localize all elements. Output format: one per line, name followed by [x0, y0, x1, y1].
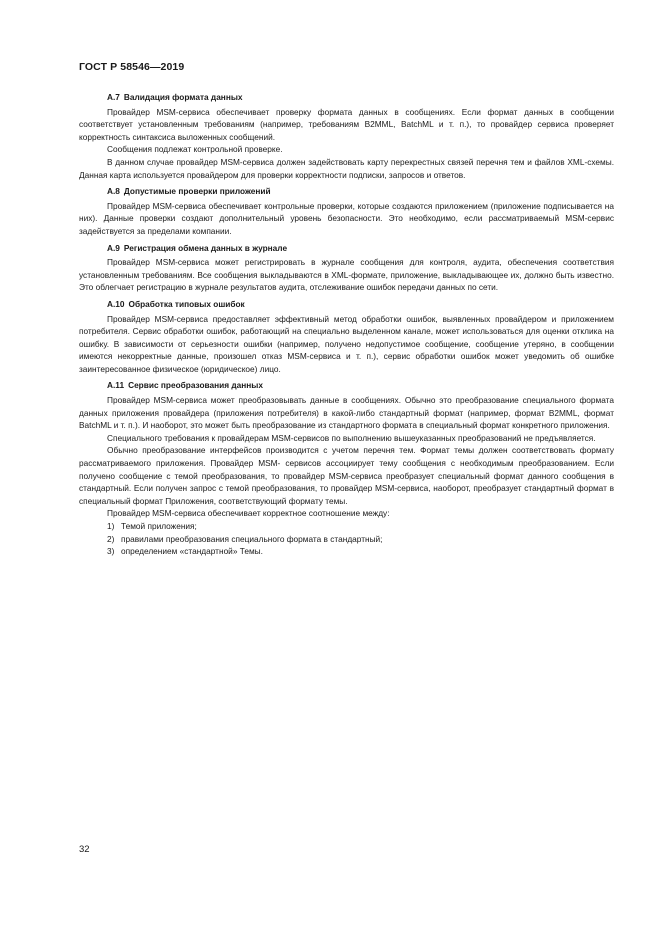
paragraph: В данном случае провайдер MSM-сервиса должен задействовать карту перекрестных связей перечня тем и файлов XML-схемы. Данная карта используется провайдером для проверки корректности подписки, запросов и ответов.	[79, 156, 614, 180]
document-header: ГОСТ Р 58546—2019	[79, 61, 185, 73]
list-item-text: правилами преобразования специального формата в стандартный;	[121, 533, 383, 544]
paragraph: Провайдер MSM-сервиса обеспечивает проверку формата данных в сообщениях. Если формат данных в сообщении соответствует установленным требованиям (например, требованиям B2MML, BatchML и т. п.), то провайдер сервиса проверяет корректность синтаксиса выложенных сообщений.	[79, 106, 614, 142]
document-body	[79, 91, 614, 562]
section-a9	[79, 242, 614, 294]
list-item	[79, 533, 614, 546]
section-number: А.10	[107, 298, 125, 309]
paragraph: Специального требования к провайдерам MSM-сервисов по выполнению вышеуказанных преобразований не предъявляется.	[107, 432, 596, 443]
section-title-text: Обработка типовых ошибок	[128, 298, 245, 309]
section-a11	[79, 379, 614, 557]
list-item-number: 1)	[107, 521, 115, 531]
section-number: А.9	[107, 242, 120, 253]
paragraph: Обычно преобразование интерфейсов производится с учетом перечня тем. Формат темы должен соответствовать формату рассматриваемого приложения. Провайдер MSM- сервисов ассоциирует тему сообщения с необходимым преобразованием. Если получено сообщение с темой преобразования, то провайдер MSM-сервиса преобразует специальный формат данного сообщения в стандартный. Если получен запрос с темой преобразования, то провайдер MSM-сервиса, наоборот, преобразует стандартный формат в специальный формат Приложения, соответствующий формату темы.	[79, 445, 614, 506]
paragraph: Провайдер MSM-сервиса предоставляет эффективный метод обработки ошибок, выявленных провайдером и приложением потребителя. Сервис обработки ошибок, работающий на специально выделенном канале, может использоваться для оценки отклика на ошибку. В зависимости от серьезности ошибки (например, получено недопустимое сообщение, сообщение утеряно, в сообщении имеются некорректные данные, произошел отказ MSM-сервиса и т. п.), сервис обработки ошибок может уведомить об ошибке заинтересованное физическое (юридическое) лицо.	[79, 313, 614, 374]
section-title	[79, 91, 614, 104]
section-title-text: Допустимые проверки приложений	[123, 186, 271, 197]
section-title	[79, 379, 614, 392]
paragraph: Провайдер MSM-сервиса обеспечивает корректное соотношение между:	[107, 508, 390, 519]
page-number: 32	[79, 844, 90, 855]
section-title-text: Валидация формата данных	[123, 92, 243, 102]
section-a10	[79, 298, 614, 376]
list-item-number: 3)	[107, 546, 115, 557]
section-number: А.11	[107, 380, 125, 391]
paragraph: Провайдер MSM-сервиса обеспечивает контрольные проверки, которые создаются приложением (приложение подписывается на них). Данные проверки создают дополнительный уровень безопасности. Это необходимо, если рассматриваемый MSM-сервис задействуется за пределами компании.	[79, 200, 614, 236]
paragraph: Сообщения подлежат контрольной проверке.	[107, 144, 283, 155]
paragraph: Провайдер MSM-сервиса может преобразовывать данные в сообщениях. Обычно это преобразование специального формата данных приложения провайдера (приложения потребителя) в какой-либо стандартный формат (например, формат B2MML, формат BatchML и т. п.). И наоборот, это может быть преобразование из стандартного формата в специальный формат конкретного приложения.	[79, 395, 614, 431]
list-item	[79, 520, 614, 533]
section-title-text: Сервис преобразования данных	[128, 380, 263, 391]
list-item-number: 2)	[107, 533, 115, 544]
list-item	[79, 545, 614, 558]
section-title	[79, 185, 614, 198]
section-title	[79, 242, 614, 255]
section-title-text: Регистрация обмена данных в журнале	[123, 242, 288, 253]
list-item-text: определением «стандартной» Темы.	[121, 546, 263, 557]
section-number: А.7	[107, 92, 120, 102]
section-a8	[79, 185, 614, 237]
list-item-text: Темой приложения;	[121, 521, 197, 531]
section-title	[79, 298, 614, 311]
section-a7	[79, 91, 614, 181]
section-number: А.8	[107, 186, 120, 197]
paragraph: Провайдер MSM-сервиса может регистрировать в журнале сообщения для контроля, аудита, обеспечения соответствия установленным требованиям. Все сообщения выкладываются в XML-формате, приложение, выкладывающее их, должно быть известно. Это облегчает регистрацию в журнале результатов аудита, отслеживание ошибок передачи данных по сети.	[79, 257, 614, 293]
